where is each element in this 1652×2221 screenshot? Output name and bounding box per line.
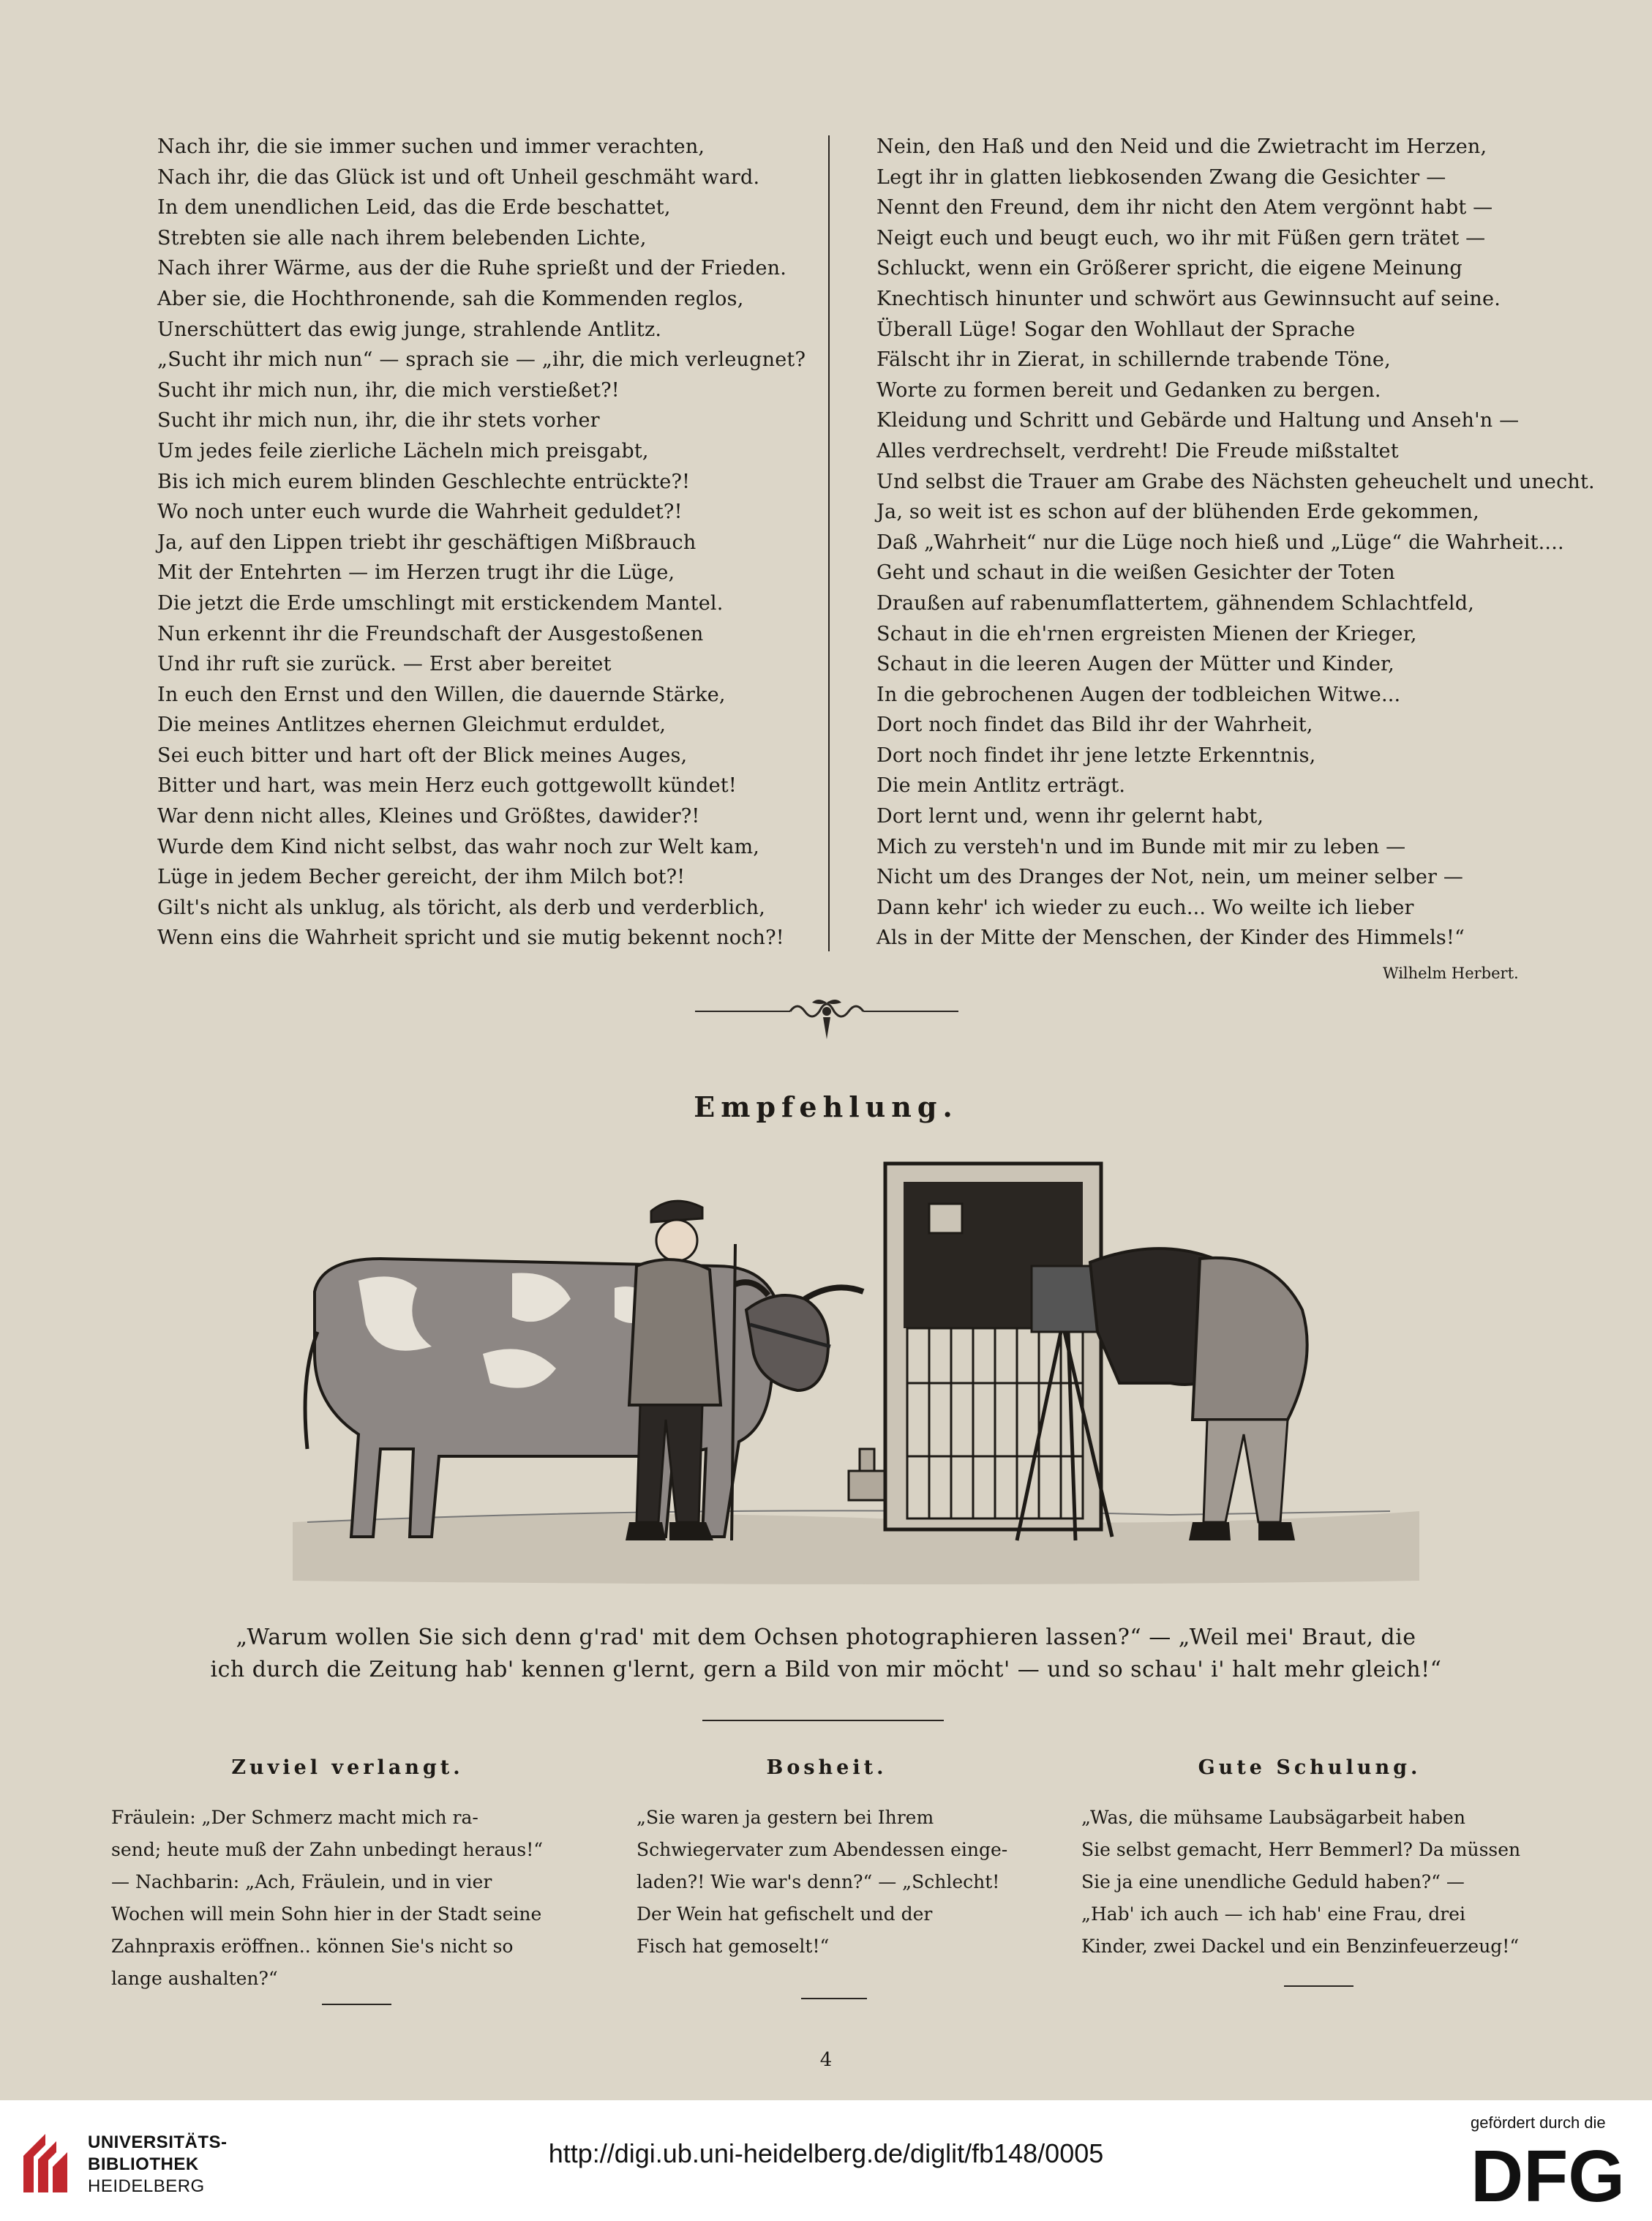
section-text-line: laden?! Wie war's denn?“ — „Schlecht!: [637, 1871, 1000, 1892]
poem-line: Gilt's nicht als unklug, als töricht, als derb und verderblich,: [157, 896, 766, 919]
poem-line: Nicht um des Dranges der Not, nein, um meiner selber —: [876, 866, 1464, 889]
poem-line: In dem unendlichen Leid, das die Erde beschattet,: [157, 196, 671, 220]
section-text-line: Der Wein hat gefischelt und der: [637, 1903, 933, 1925]
poem-line: Die meines Antlitzes ehernen Gleichmut erduldet,: [157, 714, 667, 737]
poem-line: Schluckt, wenn ein Größerer spricht, die eigene Meinung: [876, 257, 1463, 280]
funding-text: gefördert durch die: [1471, 2113, 1606, 2132]
poem-line: Ja, so weit ist es schon auf der blühenden Erde gekommen,: [876, 501, 1479, 524]
section-text-line: send; heute muß der Zahn unbedingt heraus!“: [111, 1839, 544, 1860]
section-end-rule: [801, 1998, 867, 1999]
poem-line: Dort lernt und, wenn ihr gelernt habt,: [876, 805, 1264, 828]
poem-line: In euch den Ernst und den Willen, die dauernde Stärke,: [157, 683, 726, 706]
poem-line: Lüge in jedem Becher gereicht, der ihm Milch bot?!: [157, 866, 686, 889]
section-title-bosheit: Bosheit.: [766, 1756, 887, 1779]
university-name-line-3: HEIDELBERG: [88, 2176, 205, 2196]
poem-line: Nach ihrer Wärme, aus der die Ruhe sprießt und der Frieden.: [157, 257, 787, 280]
poem-line: Schaut in die eh'rnen ergreisten Mienen der Krieger,: [876, 622, 1417, 645]
university-name-line-2: BIBLIOTHEK: [88, 2154, 199, 2174]
poem-line: Mit der Entehrten — im Herzen trugt ihr die Lüge,: [157, 561, 675, 585]
cartoon-caption-line-1: „Warum wollen Sie sich denn g'rad' mit dem Ochsen photographieren lassen?“ — „Weil mei' Braut, die: [236, 1625, 1416, 1650]
ornament-divider: [695, 988, 958, 1046]
poem-line: Nun erkennt ihr die Freundschaft der Ausgestoßenen: [157, 622, 704, 645]
column-divider: [828, 135, 830, 951]
poem-line: Draußen auf rabenumflattertem, gähnendem Schlachtfeld,: [876, 591, 1474, 615]
section-title-zuviel-verlangt: Zuviel verlangt.: [231, 1756, 464, 1779]
poem-line: Strebten sie alle nach ihrem belebenden Lichte,: [157, 226, 647, 250]
section-text-line: — Nachbarin: „Ach, Fräulein, und in vier: [111, 1871, 492, 1892]
poem-line: Und selbst die Trauer am Grabe des Nächsten geheuchelt und unecht.: [876, 470, 1595, 493]
section-end-rule: [1284, 1985, 1353, 1987]
poem-line: Die mein Antlitz erträgt.: [876, 774, 1126, 798]
poem-line: Und ihr ruft sie zurück. — Erst aber bereitet: [157, 653, 612, 676]
poem-line: Bis ich mich eurem blinden Geschlechte entrückte?!: [157, 470, 691, 493]
poem-line: Knechtisch hinunter und schwört aus Gewinnsucht auf seine.: [876, 287, 1501, 310]
section-title-gute-schulung: Gute Schulung.: [1198, 1756, 1422, 1779]
poem-line: Dann kehr' ich wieder zu euch... Wo weilte ich lieber: [876, 896, 1414, 919]
poem-line: Nach ihr, die sie immer suchen und immer verachten,: [157, 135, 705, 158]
section-text-line: „Sie waren ja gestern bei Ihrem: [637, 1807, 934, 1828]
poem-line: Überall Lüge! Sogar den Wohllaut der Sprache: [876, 318, 1356, 341]
poem-line: Wenn eins die Wahrheit spricht und sie mutig bekennt noch?!: [157, 926, 784, 950]
page-number: 4: [819, 2049, 833, 2071]
poem-line: Sei euch bitter und hart oft der Blick meines Auges,: [157, 744, 688, 767]
section-text-line: „Was, die mühsame Laubsägarbeit haben: [1081, 1807, 1465, 1828]
section-text-line: Schwiegervater zum Abendessen einge-: [637, 1839, 1008, 1860]
poem-line: Nein, den Haß und den Neid und die Zwietracht im Herzen,: [876, 135, 1487, 158]
poem-line: Ja, auf den Lippen triebt ihr geschäftigen Mißbrauch: [157, 531, 697, 554]
poem-line: Daß „Wahrheit“ nur die Lüge noch hieß und „Lüge“ die Wahrheit....: [876, 531, 1564, 554]
poem-line: Neigt euch und beugt euch, wo ihr mit Füßen gern trätet —: [876, 226, 1486, 250]
section-text-line: Fräulein: „Der Schmerz macht mich ra-: [111, 1807, 478, 1828]
poem-line: Geht und schaut in die weißen Gesichter der Toten: [876, 561, 1395, 585]
poem-line: In die gebrochenen Augen der todbleichen Witwe...: [876, 683, 1401, 706]
poem-line: War denn nicht alles, Kleines und Größtes, dawider?!: [157, 805, 700, 828]
poem-line: Als in der Mitte der Menschen, der Kinder des Himmels!“: [876, 926, 1465, 950]
section-text-gute-schulung: [1081, 1802, 1520, 1963]
document-url-link[interactable]: http://digi.ub.uni-heidelberg.de/diglit/fb148/0005: [548, 2138, 1104, 2168]
poem-line: Legt ihr in glatten liebkosenden Zwang die Gesichter —: [876, 165, 1446, 189]
poem-line: Sucht ihr mich nun, ihr, die ihr stets vorher: [157, 409, 600, 432]
poem-line: Dort noch findet das Bild ihr der Wahrheit,: [876, 714, 1313, 737]
poem-right-column: [876, 132, 1595, 954]
poem-author: Wilhelm Herbert.: [1383, 965, 1519, 982]
poem-line: Kleidung und Schritt und Gebärde und Haltung und Anseh'n —: [876, 409, 1520, 432]
poem-line: Wurde dem Kind nicht selbst, das wahr noch zur Welt kam,: [157, 835, 760, 858]
section-text-line: Wochen will mein Sohn hier in der Stadt seine: [111, 1903, 542, 1925]
poem-line: Unerschüttert das ewig junge, strahlende Antlitz.: [157, 318, 662, 341]
dfg-logo-text: DFG: [1471, 2137, 1626, 2210]
cartoon-illustration: [293, 1142, 1419, 1595]
poem-line: Um jedes feile zierliche Lächeln mich preisgabt,: [157, 439, 649, 462]
section-text-line: Fisch hat gemoselt!“: [637, 1936, 830, 1957]
poem-left-column: [157, 132, 816, 954]
section-text-line: Kinder, zwei Dackel und ein Benzinfeuerzeug!“: [1081, 1936, 1520, 1957]
poem-line: „Sucht ihr mich nun“ — sprach sie — „ihr, die mich verleugnet?: [157, 348, 806, 372]
section-text-line: Sie ja eine unendliche Geduld haben?“ —: [1081, 1871, 1465, 1892]
section-separator: [702, 1720, 944, 1721]
poem-line: Nach ihr, die das Glück ist und oft Unheil geschmäht ward.: [157, 165, 760, 189]
poem-line: Wo noch unter euch wurde die Wahrheit geduldet?!: [157, 501, 683, 524]
poem-line: Aber sie, die Hochthronende, sah die Kommenden reglos,: [157, 287, 744, 310]
section-text-zuviel-verlangt: [111, 1802, 543, 1995]
cartoon-caption-line-2: ich durch die Zeitung hab' kennen g'lernt, gern a Bild von mir möcht' — und so schau' i' halt mehr gleich!“: [210, 1657, 1442, 1682]
footer-bar: [0, 2100, 1652, 2221]
poem-line: Worte zu formen bereit und Gedanken zu bergen.: [876, 378, 1381, 402]
poem-line: Sucht ihr mich nun, ihr, die mich verstießet?!: [157, 378, 620, 402]
poem-line: Alles verdrechselt, verdreht! Die Freude mißstaltet: [876, 439, 1399, 462]
cartoon-title: Empfehlung.: [694, 1090, 958, 1123]
dfg-logo-icon[interactable]: [1471, 2137, 1632, 2210]
poem-line: Mich zu versteh'n und im Bunde mit mir zu leben —: [876, 835, 1406, 858]
section-text-line: Sie selbst gemacht, Herr Bemmerl? Da müssen: [1081, 1839, 1521, 1860]
poem-line: Schaut in die leeren Augen der Mütter und Kinder,: [876, 653, 1394, 676]
section-text-line: Zahnpraxis eröffnen.. können Sie's nicht so: [111, 1936, 514, 1957]
section-text-line: „Hab' ich auch — ich hab' eine Frau, drei: [1081, 1903, 1465, 1925]
poem-line: Dort noch findet ihr jene letzte Erkenntnis,: [876, 744, 1316, 767]
poem-line: Fälscht ihr in Zierat, in schillernde trabende Töne,: [876, 348, 1391, 372]
university-name-line-1: UNIVERSITÄTS-: [88, 2132, 228, 2152]
section-text-bosheit: [637, 1802, 1007, 1963]
section-text-line: lange aushalten?“: [111, 1968, 278, 1989]
poem-line: Nennt den Freund, dem ihr nicht den Atem vergönnt habt —: [876, 196, 1493, 220]
poem-line: Bitter und hart, was mein Herz euch gottgewollt kündet!: [157, 774, 737, 798]
section-end-rule: [322, 2004, 391, 2005]
poem-line: Die jetzt die Erde umschlingt mit erstickendem Mantel.: [157, 591, 724, 615]
